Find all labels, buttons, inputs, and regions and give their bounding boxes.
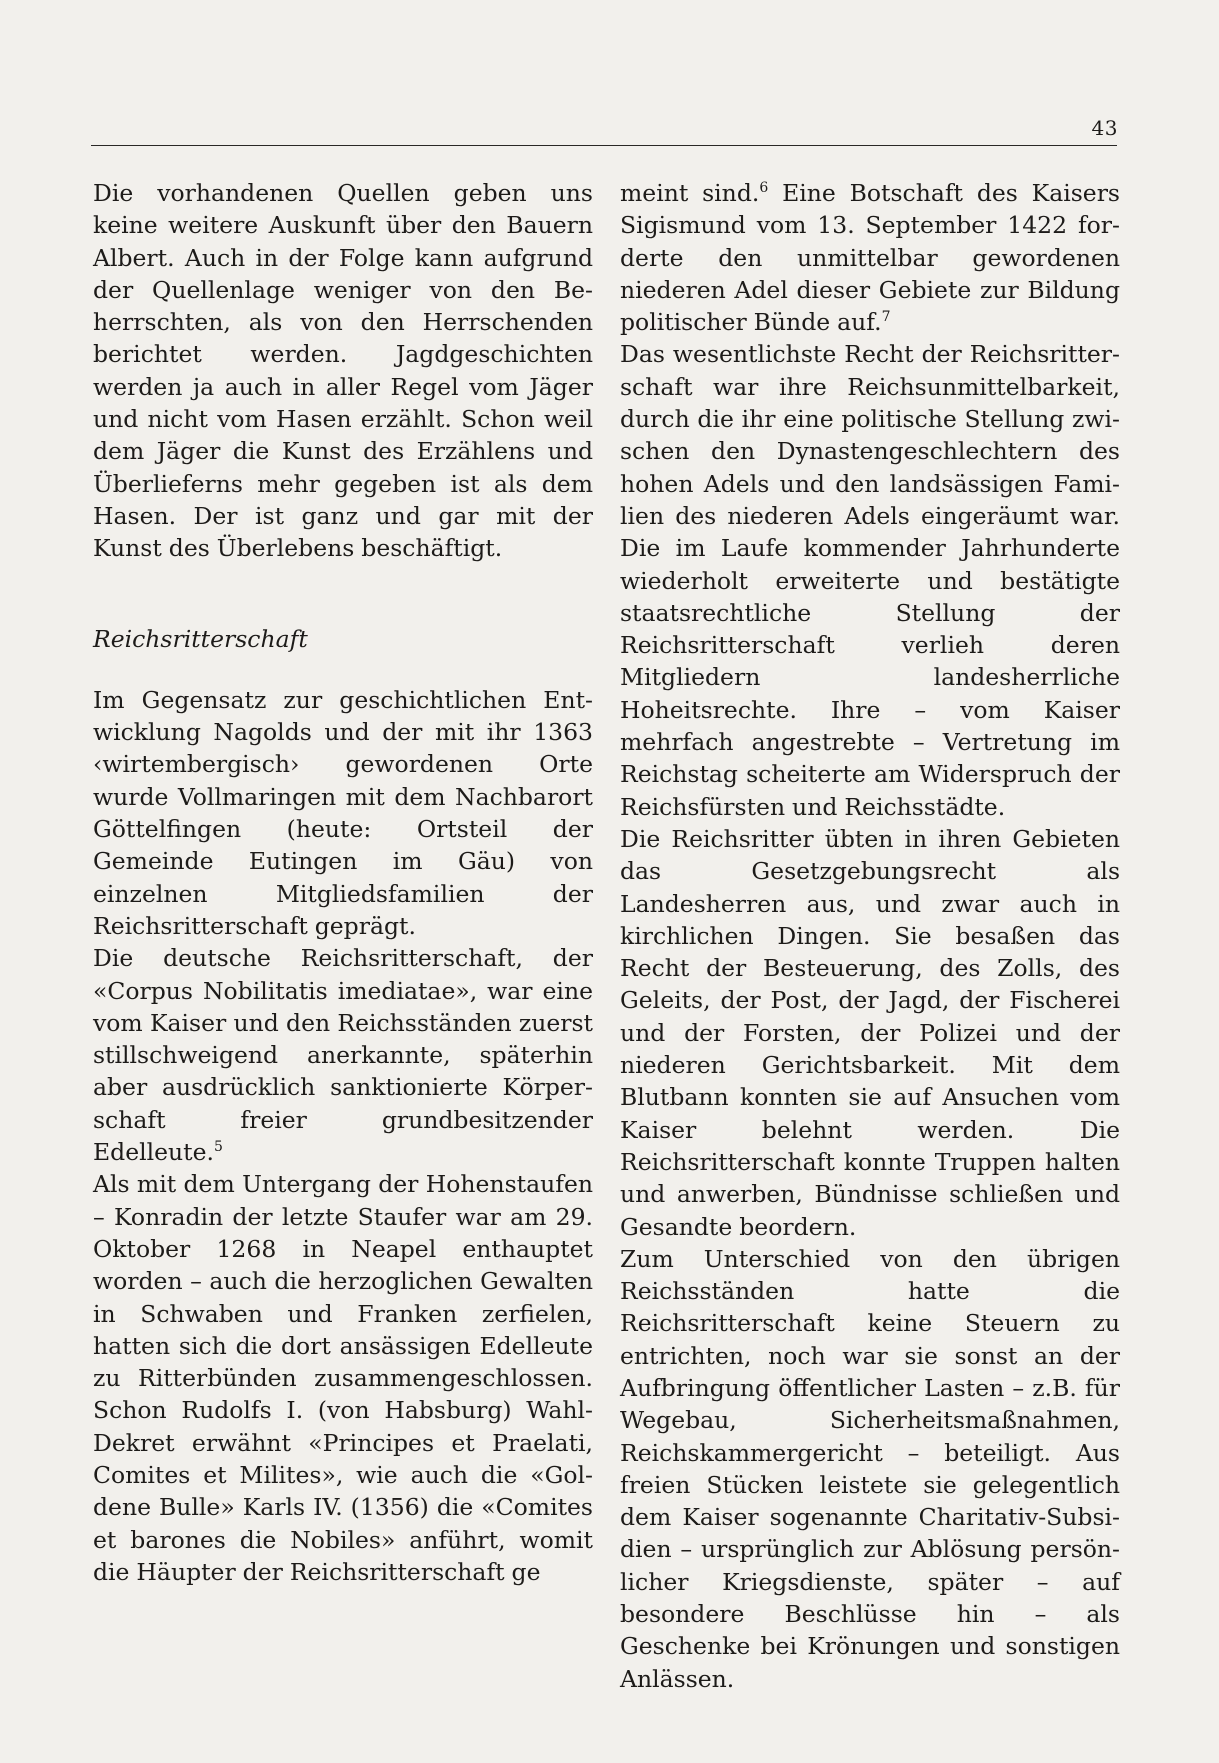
footnote-marker-6: 6 (759, 180, 769, 196)
paragraph-reichsritter-gebiete: Die Reichsritter übten in ihren Gebieten das Gesetzgebungsrecht als Landesherren aus, und zwar auch in kirchlichen Dingen. Sie besaßen das Recht der Besteuerung, des Zolls, des Geleits, der Post, der Jagd, der Fischerei und der Forsten, der Polizei und der niederen Gerichtsbarkeit. Mit dem Blutbann konnten sie auf Ansuchen vom Kaiser belehnt werden. Die Reichsritterschaft konnte Truppen halten und anwerben, Bündnisse schließen und Gesandte beordern. (620, 824, 1120, 1241)
paragraph-text: Die deutsche Reichsritterschaft, der «Corpus Nobilitatis imediatae», war eine vom Kaiser und den Reichsständen zuerst stillschweigend anerkannte, späterhin aber ausdrücklich sanktionierte Körperschaft freier grundbesitzender Edelleute. (93, 944, 593, 1167)
paragraph-bauern-albert: Die vorhandenen Quellen geben uns keine weitere Auskunft über den Bauern Albert. Auch in der Folge kann aufgrund der Quellenlage weniger von den Beherrschten, als von den Herrschenden berichtet werden. Jagdgeschichten werden ja auch in aller Regel vom Jäger und nicht vom Hasen erzählt. Schon weil dem Jäger die Kunst des Erzählens und Überlieferns mehr gegeben ist als dem Hasen. Der ist ganz und gar mit der Kunst des Überlebens beschäftigt. (93, 179, 593, 563)
page-number: 43 (1091, 116, 1118, 140)
paragraph-unterschied: Zum Unterschied von den übrigen Reichsständen hatte die Reichsritterschaft keine Steuern zu entrichten, noch war sie sonst an der Aufbringung öffentlicher Lasten – z.B. für Wegebau, Sicherheitsmaßnahmen, Reichskammergericht – beteiligt. Aus freien Stücken leistete sie gelegentlich dem Kaiser sogenannte Charitativ-Subsidien – ursprünglich zur Ablösung persönlicher Kriegsdienste, später – auf besondere Beschlüsse hin – als Geschenke bei Krönungen und sonstigen Anlässen. (620, 1244, 1120, 1693)
paragraph-text: Eine Botschaft des Kaisers Sigismund vom 13. September 1422 forderte den unmittelbar gewordenen niederen Adel dieser Gebiete zur Bildung politischer Bünde auf. (620, 179, 1120, 337)
section-heading: Reichsritterschaft (93, 624, 308, 653)
header-rule (91, 145, 1117, 146)
left-column (93, 177, 593, 1588)
paragraph-wesentlichste-recht: Das wesentlichste Recht der Reichsritterschaft war ihre Reichsunmittelbarkeit, durch die ihr eine politische Stellung zwischen den Dynastengeschlechtern des hohen Adels und den landsässigen Familien des niederen Adels eingeräumt war. Die im Laufe kommender Jahrhunderte wiederholt erweiterte und bestätigte staatsrechtliche Stellung der Reichsritterschaft verlieh deren Mitgliedern landesherrliche Hoheitsrechte. Ihre – vom Kaiser mehrfach angestrebte – Vertretung im Reichstag scheiterte am Widerspruch der Reichsfürsten und Reichsstädte. (620, 340, 1120, 821)
paragraph-text: meint sind. (620, 179, 760, 207)
paragraph-gegensatz: Im Gegensatz zur geschichtlichen Entwicklung Nagolds und der mit ihr 1363 ‹wirtembergisch› gewordenen Orte wurde Vollmaringen mit dem Nachbarort Göttelfingen (heute: Ortsteil der Gemeinde Eutingen im Gäu) von einzelnen Mitgliedsfamilien der Reichsritterschaft geprägt. (93, 685, 593, 940)
footnote-marker-7: 7 (881, 309, 891, 326)
paragraph-botschaft (620, 177, 1120, 338)
paragraph-hohenstaufen: Als mit dem Untergang der Hohenstaufen – Konradin der letzte Staufer war am 29. Oktober 1268 in Neapel enthauptet worden – auch die herzoglichen Gewalten in Schwaben und Franken zerfielen, hatten sich die dort ansässigen Edelleute zu Ritterbünden zusammengeschlossen. Schon Rudolfs I. (von Habsburg) Wahl-Dekret erwähnt «Principes et Praelati, Comites et Milites», wie auch die «Goldene Bulle» Karls IV. (1356) die «Comites et barones die Nobiles» anführt, womit die Häupter der Reichsritterschaft ge (93, 1170, 593, 1586)
footnote-marker-5: 5 (214, 1139, 223, 1156)
right-column (620, 177, 1120, 1695)
paragraph-reichsritterschaft-definition (93, 942, 593, 1168)
